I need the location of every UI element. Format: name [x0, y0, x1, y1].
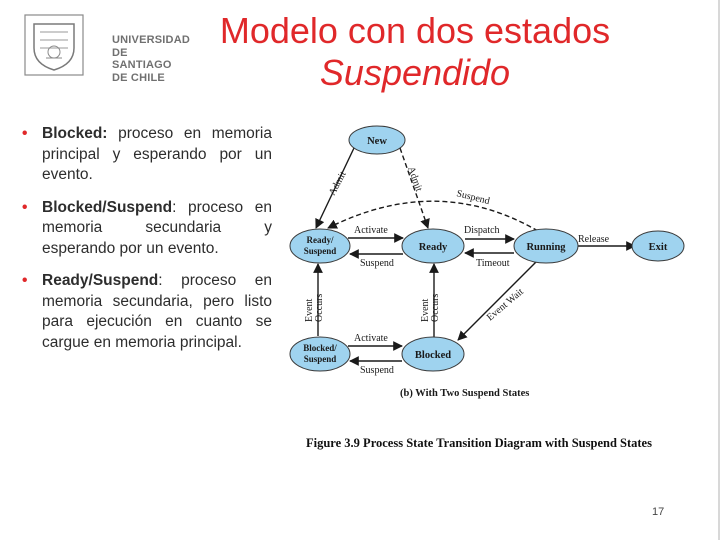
state-label: Suspend [303, 354, 337, 364]
bullet-list [22, 124, 272, 365]
edge-label: Occurs [430, 293, 441, 322]
edge-label: Timeout [476, 258, 510, 269]
edge-label: Activate [354, 333, 388, 344]
edge-label: Suspend [360, 365, 394, 376]
edge-label: Admit [405, 165, 425, 194]
edge-label: Activate [354, 225, 388, 236]
page-number: 17 [652, 506, 665, 518]
edge-label: Dispatch [464, 225, 500, 236]
state-label: New [367, 136, 387, 147]
bullet-item [22, 271, 272, 353]
state-label: Running [526, 242, 566, 253]
state-label: Blocked/ [303, 343, 337, 353]
state-label: Ready/ [306, 235, 334, 245]
logo-line: DE CHILE [112, 71, 165, 84]
edge-label: Event Wait [484, 286, 526, 324]
edge-label: Event [304, 298, 315, 322]
bullet-term: Ready/Suspend [42, 272, 159, 289]
state-label: Exit [648, 242, 668, 253]
bullet-term: Blocked: [42, 125, 108, 142]
bullet-item [22, 124, 272, 186]
bullet-text: : proceso en memoria secundaria y esperando por un evento. [42, 198, 272, 257]
edge-event-wait [458, 262, 536, 340]
title-line-1: Modelo con dos estados [219, 10, 611, 51]
bullet-item [22, 198, 272, 260]
state-diagram [288, 118, 720, 418]
bullet-dot-icon: • [22, 125, 28, 142]
crest-icon [24, 14, 84, 76]
state-label: Blocked [414, 350, 452, 361]
edge-label: Suspend [360, 258, 394, 269]
edge-label: Occurs [314, 293, 325, 322]
bullet-text: proceso en memoria principal y esperando por un evento. [42, 125, 272, 183]
figure-caption: Figure 3.9 Process State Transition Diagram with Suspend States [306, 436, 652, 450]
title-line-2: Suspendido [319, 52, 511, 93]
edge-label: Release [578, 234, 610, 245]
university-logo [24, 14, 190, 84]
edge-label: Suspend [455, 188, 491, 208]
bullet-dot-icon: • [22, 198, 28, 216]
bullet-term: Blocked/Suspend [42, 198, 173, 216]
slide-title [170, 10, 660, 94]
bullet-dot-icon: • [22, 272, 28, 289]
edge-label: Admit [326, 169, 349, 198]
state-label: Suspend [303, 246, 337, 256]
bullet-text: : proceso en memoria secundaria, pero listo para ejecución en cuanto se cargue en memoria principal. [42, 272, 272, 351]
logo-line: DE SANTIAGO [112, 46, 172, 71]
diagram-subtitle: (b) With Two Suspend States [400, 388, 530, 399]
state-label: Ready [418, 242, 448, 253]
edge-label: Event [420, 298, 431, 322]
logo-line: UNIVERSIDAD [112, 34, 190, 46]
